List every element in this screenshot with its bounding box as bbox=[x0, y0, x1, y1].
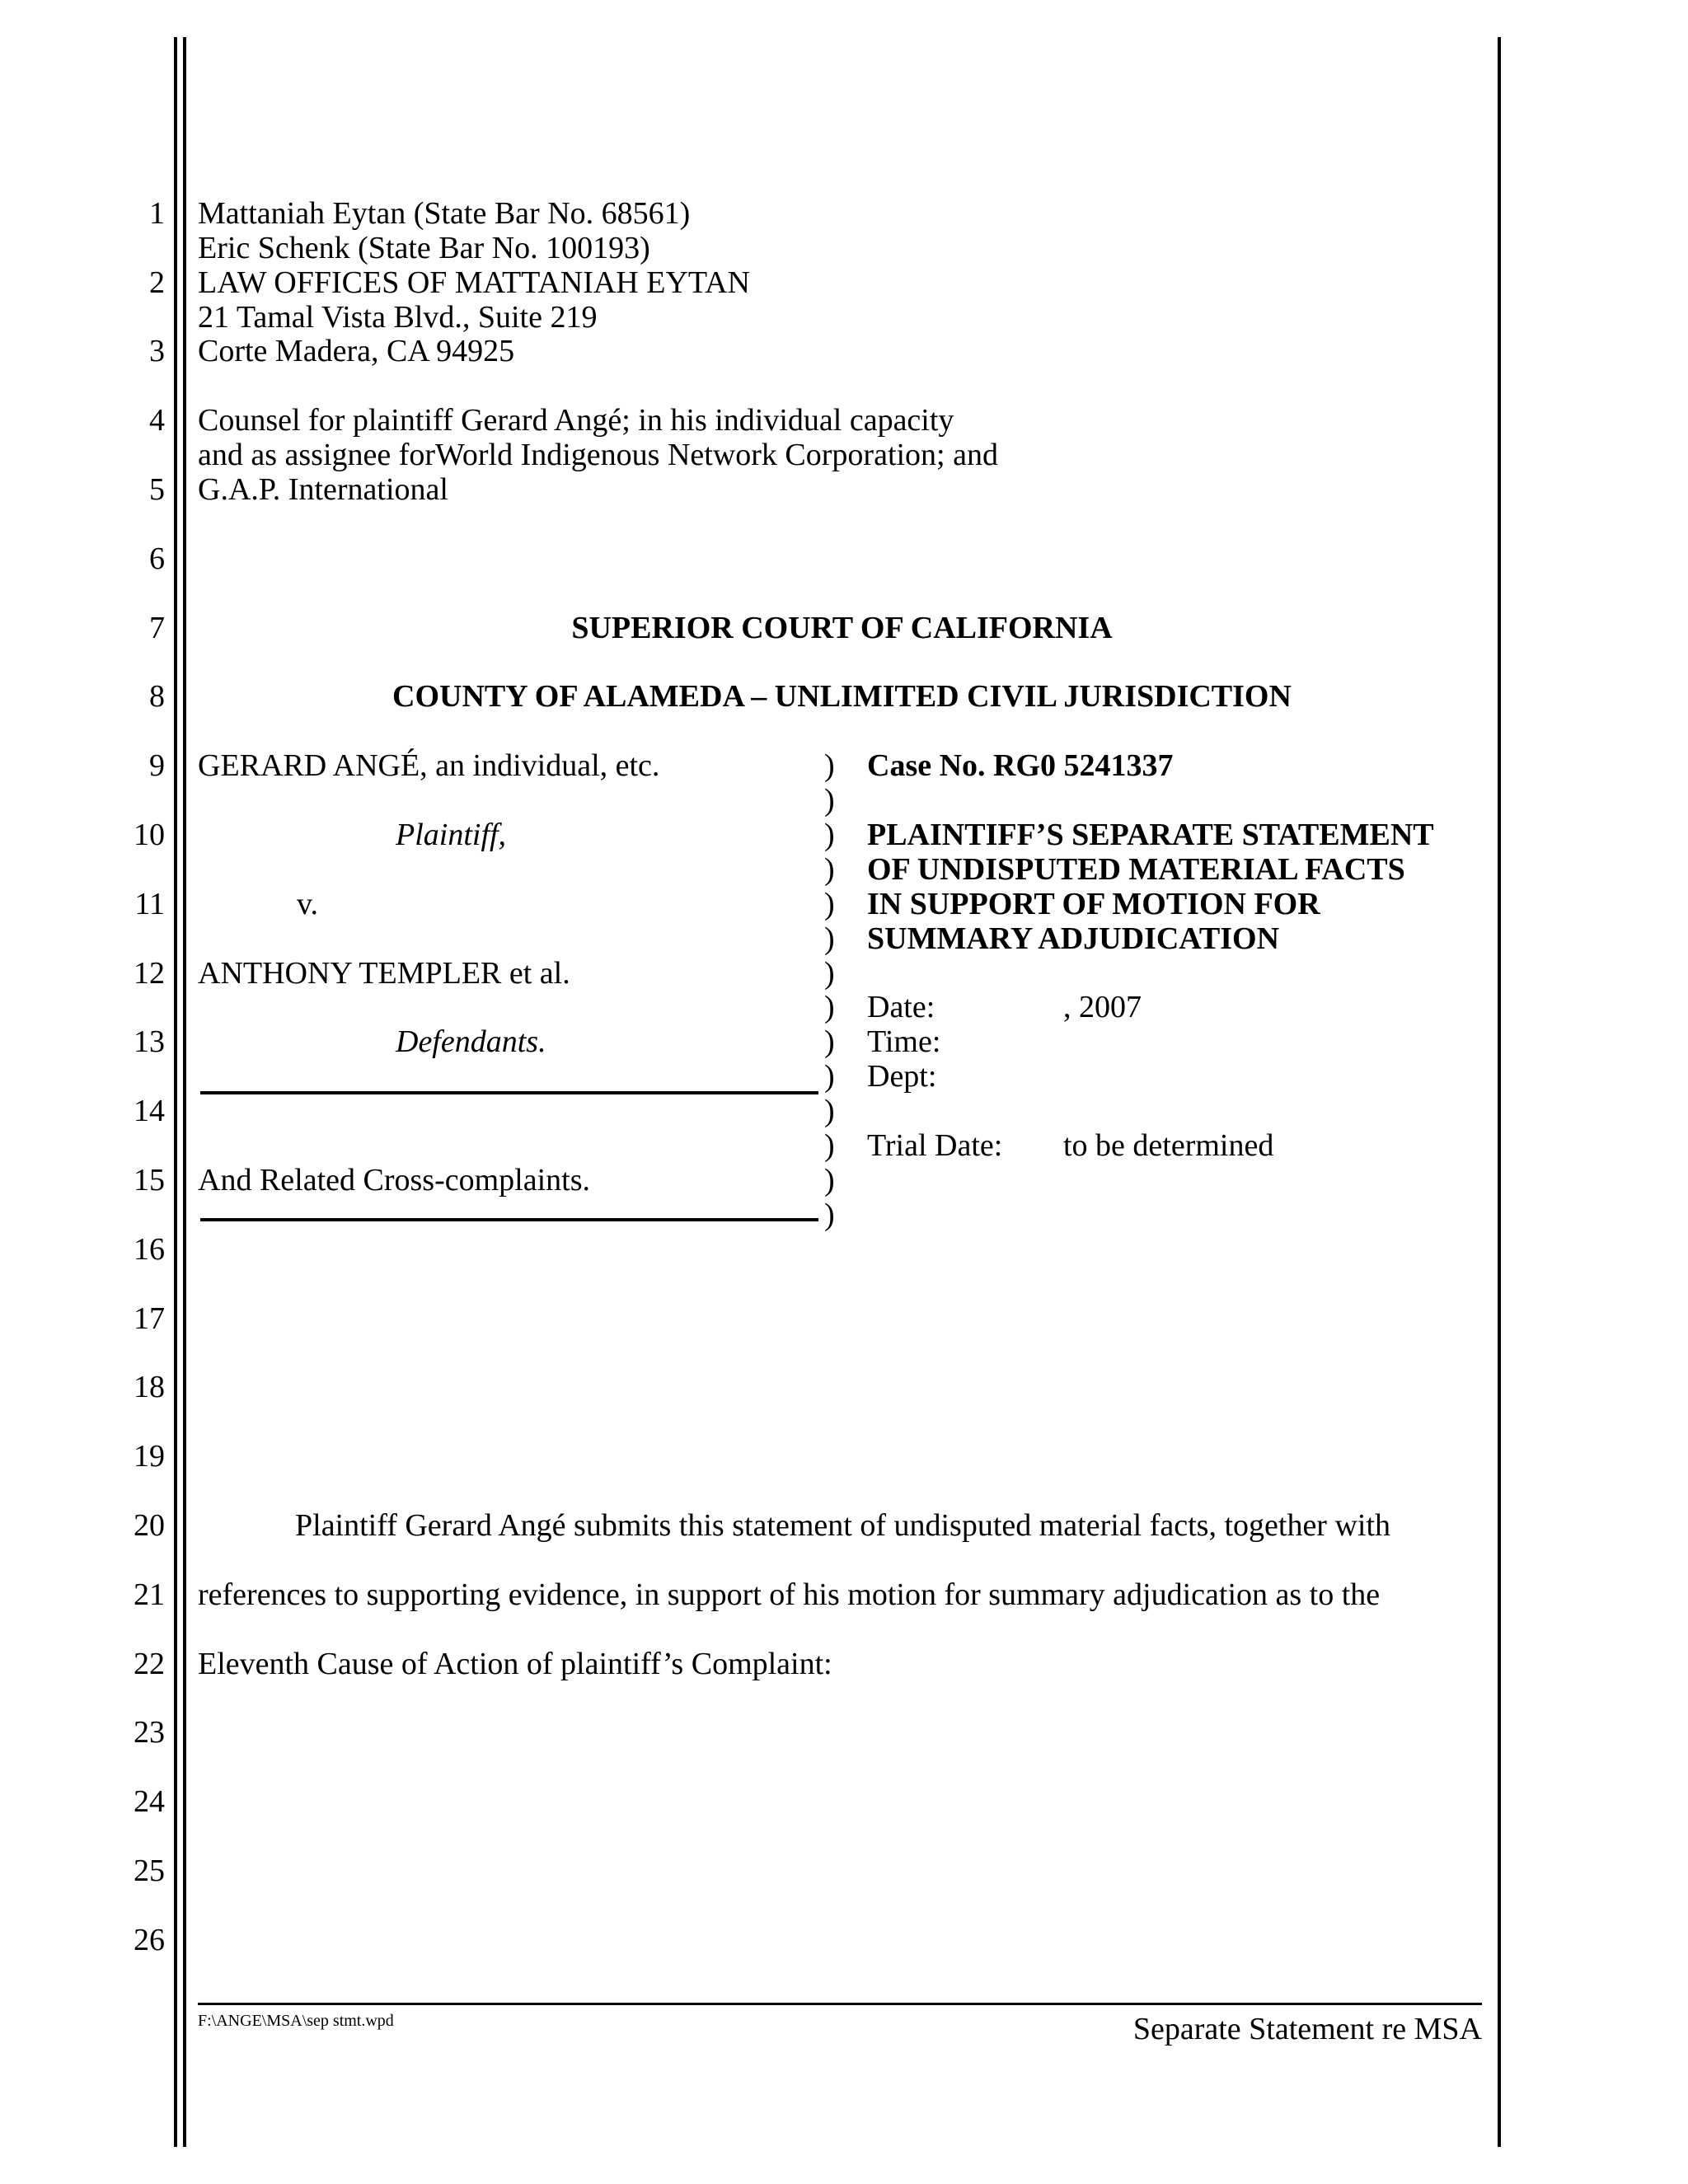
court-name: SUPERIOR COURT OF CALIFORNIA bbox=[571, 611, 1113, 645]
caption-paren: ) bbox=[824, 852, 835, 887]
trial-date-label: Trial Date: bbox=[867, 1128, 1003, 1163]
defendant-name: ANTHONY TEMPLER et al. bbox=[198, 956, 570, 991]
line-number: 18 bbox=[134, 1370, 165, 1404]
caption-paren: ) bbox=[824, 921, 835, 956]
line-number: 10 bbox=[134, 818, 165, 852]
attorney-line: 21 Tamal Vista Blvd., Suite 219 bbox=[198, 300, 598, 335]
caption-paren: ) bbox=[824, 1197, 835, 1232]
counsel-line: and as assignee forWorld Indigenous Network Corporation; and bbox=[198, 438, 998, 472]
line-number: 26 bbox=[134, 1923, 165, 1957]
line-number: 24 bbox=[134, 1784, 165, 1819]
line-number: 12 bbox=[134, 956, 165, 991]
caption-paren: ) bbox=[824, 818, 835, 852]
left-margin-rule-inner bbox=[183, 37, 186, 2147]
plaintiff-name: GERARD ANGÉ, an individual, etc. bbox=[198, 748, 660, 783]
attorney-line: Mattaniah Eytan (State Bar No. 68561) bbox=[198, 196, 691, 231]
versus-label: v. bbox=[297, 887, 319, 921]
hearing-time-label: Time: bbox=[867, 1024, 941, 1059]
line-number: 1 bbox=[149, 196, 165, 231]
footer-file-path: F:\ANGE\MSA\sep stmt.wpd bbox=[198, 2012, 394, 2030]
trial-date-value: to be determined bbox=[1063, 1128, 1274, 1163]
document-title-line: OF UNDISPUTED MATERIAL FACTS bbox=[867, 852, 1405, 887]
case-number: Case No. RG0 5241337 bbox=[867, 748, 1174, 783]
attorney-line: Eric Schenk (State Bar No. 100193) bbox=[198, 231, 650, 265]
caption-paren: ) bbox=[824, 990, 835, 1024]
line-number: 22 bbox=[134, 1647, 165, 1681]
line-number: 21 bbox=[134, 1577, 165, 1612]
caption-paren: ) bbox=[824, 1163, 835, 1197]
left-margin-rule-outer bbox=[174, 37, 177, 2147]
hearing-dept-label: Dept: bbox=[867, 1059, 937, 1094]
line-number: 16 bbox=[134, 1232, 165, 1267]
body-line: references to supporting evidence, in support of his motion for summary adjudication as to the bbox=[198, 1577, 1381, 1612]
footer-rule bbox=[198, 2003, 1482, 2005]
line-number: 8 bbox=[149, 679, 165, 714]
caption-underline bbox=[200, 1091, 818, 1094]
caption-paren: ) bbox=[824, 748, 835, 783]
caption-paren: ) bbox=[824, 1024, 835, 1059]
document-title-line: IN SUPPORT OF MOTION FOR bbox=[867, 887, 1320, 921]
caption-underline bbox=[200, 1218, 818, 1221]
caption-paren: ) bbox=[824, 956, 835, 991]
line-number: 17 bbox=[134, 1301, 165, 1336]
caption-paren: ) bbox=[824, 1094, 835, 1128]
line-number: 5 bbox=[149, 472, 165, 507]
line-number: 23 bbox=[134, 1715, 165, 1750]
document-title-line: SUMMARY ADJUDICATION bbox=[867, 921, 1280, 956]
line-number: 7 bbox=[149, 611, 165, 645]
related-cross-complaints: And Related Cross-complaints. bbox=[198, 1163, 590, 1197]
body-line: Eleventh Cause of Action of plaintiff’s Complaint: bbox=[198, 1647, 832, 1681]
hearing-date-label: Date: bbox=[867, 990, 935, 1024]
body-line: Plaintiff Gerard Angé submits this statement of undisputed material facts, together with bbox=[295, 1508, 1391, 1543]
defendant-label: Defendants. bbox=[396, 1024, 546, 1059]
caption-paren: ) bbox=[824, 783, 835, 818]
line-number: 20 bbox=[134, 1508, 165, 1543]
counsel-line: Counsel for plaintiff Gerard Angé; in his individual capacity bbox=[198, 403, 954, 438]
court-county: COUNTY OF ALAMEDA – UNLIMITED CIVIL JURISDICTION bbox=[392, 679, 1292, 714]
plaintiff-label: Plaintiff, bbox=[396, 818, 507, 852]
line-number: 2 bbox=[149, 265, 165, 300]
line-number: 13 bbox=[134, 1024, 165, 1059]
line-number: 14 bbox=[134, 1094, 165, 1128]
line-number: 25 bbox=[134, 1854, 165, 1888]
document-title-line: PLAINTIFF’S SEPARATE STATEMENT bbox=[867, 818, 1434, 852]
caption-paren: ) bbox=[824, 887, 835, 921]
attorney-line: Corte Madera, CA 94925 bbox=[198, 334, 515, 368]
line-number: 15 bbox=[134, 1163, 165, 1197]
line-number: 4 bbox=[149, 403, 165, 438]
hearing-date-value: , 2007 bbox=[1063, 990, 1142, 1024]
line-number: 9 bbox=[149, 748, 165, 783]
footer-document-title: Separate Statement re MSA bbox=[1132, 2012, 1482, 2046]
line-number: 11 bbox=[134, 887, 165, 921]
line-number: 19 bbox=[134, 1439, 165, 1474]
counsel-line: G.A.P. International bbox=[198, 472, 448, 507]
right-margin-rule bbox=[1498, 37, 1501, 2147]
line-number: 3 bbox=[149, 334, 165, 368]
caption-paren: ) bbox=[824, 1059, 835, 1094]
attorney-line: LAW OFFICES OF MATTANIAH EYTAN bbox=[198, 265, 750, 300]
caption-paren: ) bbox=[824, 1128, 835, 1163]
line-number: 6 bbox=[149, 541, 165, 576]
